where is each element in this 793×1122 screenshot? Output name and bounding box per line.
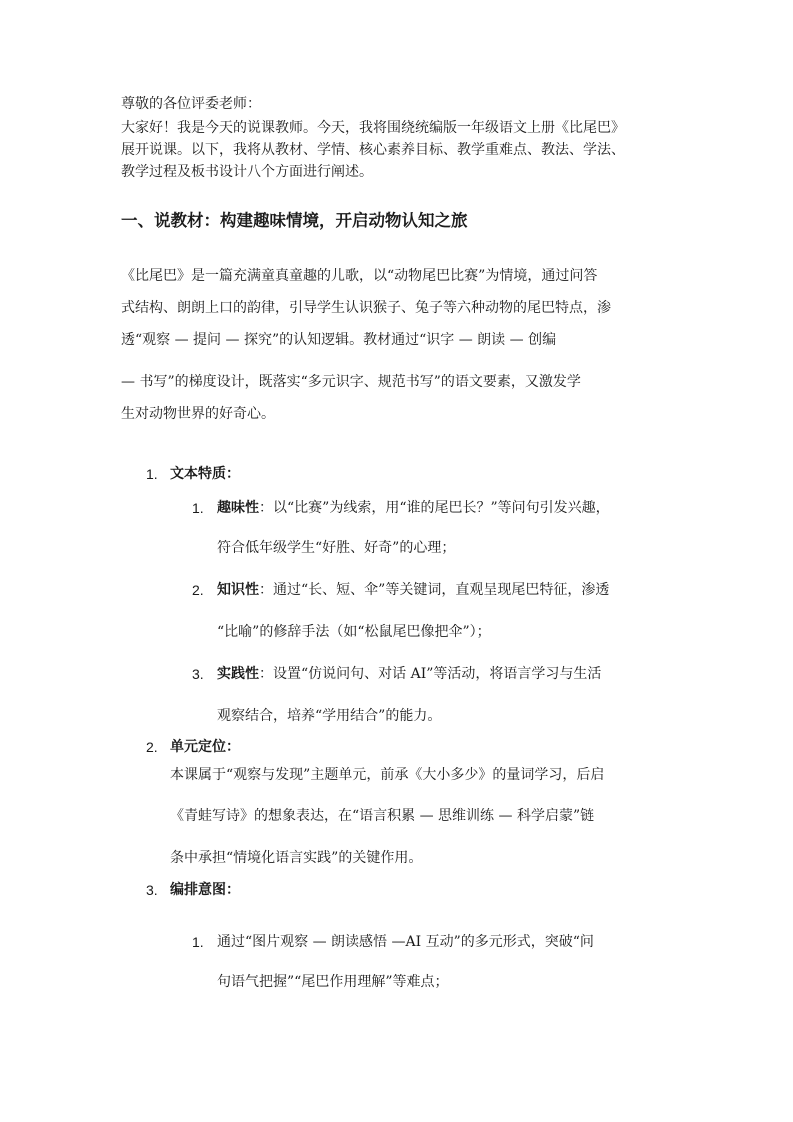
list-number: 3.: [146, 882, 158, 898]
intro-line: 展开说课。以下，我将从教材、学情、核心素养目标、教学重难点、教法、学法、: [121, 142, 625, 158]
list-item-line: 条中承担“情境化语言实践”的关键作用。: [170, 850, 423, 866]
sublist-number: 3.: [192, 666, 204, 682]
sublist-number: 1.: [192, 500, 204, 516]
section-heading: 一、说教材：构建趣味情境，开启动物认知之旅: [121, 211, 468, 230]
greeting-text: 尊敬的各位评委老师：: [121, 96, 261, 112]
sublist-line: 句语气把握”“尾巴作用理解”等难点；: [217, 974, 449, 990]
sublist-line: [217, 664, 601, 684]
list-number: 1.: [146, 466, 158, 482]
sublist-line: [217, 580, 609, 600]
paragraph-line: 《比尾巴》是一篇充满童真童趣的儿歌，以“动物尾巴比赛”为情境，通过问答: [121, 268, 598, 284]
sublist-label: 趣味性: [217, 500, 259, 516]
list-number: 2.: [146, 739, 158, 755]
list-item-line: 《青蛙写诗》的想象表达，在“语言积累 — 思维训练 — 科学启蒙”链: [170, 808, 595, 824]
paragraph-line: 生对动物世界的好奇心。: [121, 406, 275, 422]
sublist-number: 2.: [192, 582, 204, 598]
intro-line: 教学过程及板书设计八个方面进行阐述。: [121, 164, 373, 180]
sublist-text: ：通过“长、短、伞”等关键词，直观呈现尾巴特征，渗透: [259, 582, 610, 598]
paragraph-line: 透“观察 — 提问 — 探究”的认知逻辑。教材通过“识字 — 朗读 — 创编: [121, 332, 557, 348]
paragraph-line: — 书写”的梯度设计，既落实“多元识字、规范书写”的语文要素，又激发学: [121, 374, 581, 390]
sublist-line: 符合低年级学生“好胜、好奇”的心理；: [217, 540, 456, 556]
list-item-line: 本课属于“观察与发现”主题单元，前承《大小多少》的量词学习，后启: [170, 767, 605, 783]
sublist-line: 通过“图片观察 — 朗读感悟 —AI 互动”的多元形式，突破“问: [217, 934, 594, 950]
intro-line: 大家好！我是今天的说课教师。今天，我将围绕统编版一年级语文上册《比尾巴》: [121, 120, 625, 136]
sublist-text: ：设置“仿说问句、对话 AI”等活动，将语言学习与生活: [259, 666, 602, 682]
sublist-label: 实践性: [217, 666, 259, 682]
list-item-label: 编排意图：: [170, 882, 240, 898]
sublist-number: 1.: [192, 934, 204, 950]
sublist-label: 知识性: [217, 582, 259, 598]
paragraph-line: 式结构、朗朗上口的韵律，引导学生认识猴子、兔子等六种动物的尾巴特点，渗: [121, 300, 611, 316]
list-item-label: 单元定位：: [170, 739, 240, 755]
sublist-line: “比喻”的修辞手法（如“松鼠尾巴像把伞”）；: [217, 624, 491, 640]
sublist-text: ：以“比赛”为线索，用“谁的尾巴长？”等问句引发兴趣，: [259, 500, 610, 516]
list-item-label: 文本特质：: [170, 466, 240, 482]
sublist-line: 观察结合，培养“学用结合”的能力。: [217, 708, 442, 724]
sublist-line: [217, 498, 610, 518]
